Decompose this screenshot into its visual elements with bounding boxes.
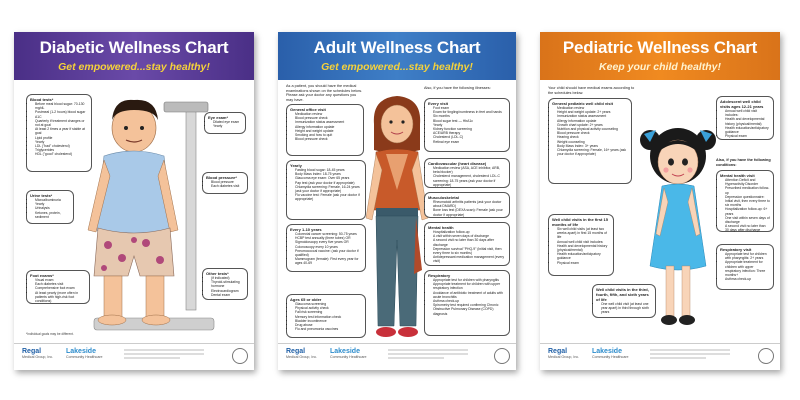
third-to-sixth-years-box: Well child visits in the third, fourth, fifth, and sixth years of life • One well child visit (at least one year apart) in third through sixth years — [592, 284, 656, 318]
man-on-scale-illustration — [74, 80, 224, 352]
woman-illustration — [362, 90, 432, 348]
blood-tests-box: Blood tests* • Before meal blood sugar: 70-130 mg/dL • Postmeal (1-2 hours) blood sugar • A1C • Quarterly if treatment changes or not at goal • At least 2 times a year if stable at goal • Lipid profile • Yearly • LDL ("bad" cholesterol) • Triglycerides • HDL ("good" cholesterol) — [26, 94, 92, 172]
foot-exams-box: Foot exams* • Visual exam • Each diabetes visit • Comprehensive foot exam • At least yearly (more often in patients with high-risk foot conditions) — [26, 270, 90, 304]
seal-icon — [232, 348, 248, 364]
regal-logo: Regal Medical Group, Inc. — [286, 348, 318, 359]
poster-title: Adult Wellness Chart — [313, 38, 481, 57]
musculoskeletal-box: Musculoskeletal • Rheumatoid arthritis patients (ask your doctor about DMARD) • Bone loss test (DEXA scan): Female (ask your doctor if appropriate) — [424, 192, 510, 218]
every-1-10-years-box: Every 1-10 years • Colorectal cancer screening: 50-75 years • HCBP test annually (three tubes) OR • Sigmoidoscopy every five years OR • Colonoscopy every 10 years • Pneumococcal vaccine: (ask your doctor if qualified) • Mammogram (female): First every year for ages 40-69 — [286, 224, 366, 272]
ages-65-box: Ages 65 or older • Glaucoma screening • Physical activity check • Fall risk screening • Memory test information check • Bladder incontinence • Drug abuse • Flu and pneumonia vaccines — [286, 294, 366, 338]
eye-exam-box: Eye exam* • Dilated eye exam • Yearly — [204, 112, 246, 134]
mental-health-visit-box: Mental health visit • Attention Deficit and Hyperactivity Disorder • Prescribed medication follow-up • Depression questionnaire: Initial visit, then every three to six months • Hospitalization follow-up: 6+ years • One visit within seven days of discharge • A second visit no later than 30 days after discharge — [716, 170, 774, 232]
seal-icon — [758, 348, 774, 364]
conditions-heading: Also, if you have the following conditions: — [716, 158, 771, 167]
footnote: *Individual goals may be different. — [26, 332, 74, 336]
general-office-visit-box: General office visit • Medication review • Blood pressure check • Immunization status assessment • Allergy information update • Height and weight update • Smoking and how to quit • Blood pressure check — [286, 104, 364, 156]
intro-right: Also, if you have the following illnesses: — [424, 86, 491, 90]
poster-header — [540, 32, 780, 80]
fine-print — [124, 349, 204, 359]
poster-header — [14, 32, 254, 80]
first-15-months-box: Well child visits in the first 15 months of life • Six well child visits (at least two weeks apart) in first 15 months of life • Annual well child visit includes: • Health and developmental history (physical/mental) • Health education/anticipatory guidance • Physical exam — [548, 214, 614, 276]
poster-subtitle: Get empowered...stay healthy! — [58, 61, 210, 73]
adolescent-visit-box: Adolescent well child visits ages 12-21 years • Annual well child visit includes: • Health and developmental history (physical/mental) • Health education/anticipatory guidance • Physical exam — [716, 96, 774, 140]
respiratory-box: Respiratory • Appropriate test for children with pharyngitis • Appropriate treatment for children with upper respiratory infection • Avoidance of antibiotic treatment of adults with acute bronchitis • Asthma check-up • Spirometry test required confirming Chronic Obstructive Pulmonary Disease (COPD) diagnosis — [424, 270, 510, 336]
adult-wellness-poster — [278, 32, 516, 370]
lakeside-logo: Lakeside Community Healthcare — [66, 348, 103, 359]
poster-footer — [278, 343, 516, 370]
poster-subtitle: Get empowered...stay healthy! — [321, 61, 473, 73]
diabetic-wellness-poster — [14, 32, 254, 370]
poster-title: Diabetic Wellness Chart — [39, 38, 229, 57]
fine-print — [650, 349, 730, 359]
poster-footer — [540, 343, 780, 370]
every-visit-box: Every visit • Foot exam • Exam for tingling/numbness in feet and hands • Six months • Blood sugar test — HbA1c • Yearly • Kidney function screening • ACE/ARB therapy • Cholesterol (LDL-C) • Retinal eye exam — [424, 98, 510, 152]
respiratory-visit-box: Respiratory visit • Appropriate test for children with pharyngitis: 2+ years • Appropriate treatment for children with upper respiratory infection: Three months+ • Asthma check-up — [716, 244, 774, 290]
other-tests-box: Other tests* • (if indicated) • Thyroid-stimulating hormone • Electrocardiogram • Dental exam — [202, 268, 248, 300]
regal-logo: Regal Medical Group, Inc. — [548, 348, 580, 359]
poster-footer — [14, 343, 254, 370]
intro: Your child should have medical exams according to the schedules below. — [548, 86, 635, 95]
regal-logo: Regal Medical Group, Inc. — [22, 348, 54, 359]
pediatric-wellness-poster — [540, 32, 780, 370]
urine-tests-box: Urine tests* • Microalbuminuria • Yearly • Urinalysis • Ketones, protein, sediment — [26, 190, 74, 224]
blood-pressure-box: Blood pressure* • Blood pressure • Each diabetes visit — [202, 172, 248, 194]
cardiovascular-box: Cardiovascular (heart disease) • Medication review (ASA, ACE inhibitor, ARB, beta blocker) • Cholesterol management, cholesterol LDL-C screening: 18-75 years (ask your doctor if appropriate) — [424, 158, 510, 188]
poster-title: Pediatric Wellness Chart — [562, 38, 758, 57]
lakeside-logo: Lakeside Community Healthcare — [592, 348, 629, 359]
yearly-box: Yearly • Fasting blood sugar: 18-45 years • Body Mass Index: 18-75 years • Glaucoma eye exam: Over 65 years • Pap test (ask your doctor if appropriate) • Chlamydia screening: Female, 16-24 years (ask your doctor if appropriate) • Flu vaccine test: Female (ask your doctor if appropriate) — [286, 160, 366, 220]
poster-header — [278, 32, 516, 80]
lakeside-logo: Lakeside Community Healthcare — [330, 348, 367, 359]
general-pediatric-visit-box: General pediatric well child visit • Medication review • Height and weight update: 2+ years • Immunization status assessment • Allergy information update • Growth chart update: 2+ years • Nutrition and physical activity counseling • Blood pressure check • Hearing check • Weight counseling • Body Mass Index: 3+ years • Chlamydia screening: Female, 16+ years (ask your doctor if appropriate) — [548, 98, 632, 184]
intro-left: As a patient, you should have the medical examinations shown on the schedules below. Please ask your doctor any questions you may have. — [286, 84, 362, 102]
seal-icon — [494, 348, 510, 364]
fine-print — [388, 349, 468, 359]
poster-subtitle: Keep your child healthy! — [599, 61, 721, 73]
mental-health-box: Mental health • Hospitalization follow-up • A visit within seven days of discharge • A second visit no later than 30 days after discharge • Depression survival "PHQ-9" (Initial visit, then every three to six months) • Antidepressant medication management (every visit) — [424, 222, 510, 266]
